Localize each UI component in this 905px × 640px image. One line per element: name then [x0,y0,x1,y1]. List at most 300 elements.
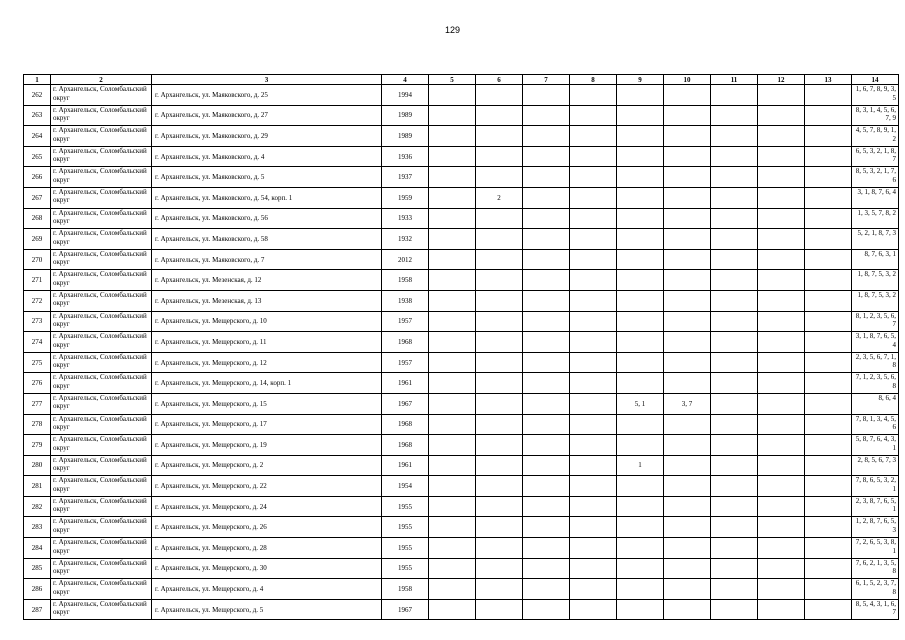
table-row [24,538,899,559]
year-cell: 1957 [382,311,429,332]
col5-cell [429,517,476,538]
codes-cell: 7, 8, 6, 5, 3, 2, 1 [852,476,899,497]
col6-cell [476,290,523,311]
col9-cell [617,476,664,497]
col13-cell [805,290,852,311]
col9-cell [617,352,664,373]
codes-cell: 6, 5, 3, 2, 1, 8, 7 [852,146,899,167]
address-cell: г. Архангельск, ул. Маяковского, д. 5 [152,167,382,188]
col13-cell [805,393,852,414]
col8-cell [570,579,617,600]
codes-cell: 7, 2, 6, 5, 3, 8, 1 [852,538,899,559]
row-number: 270 [24,249,51,270]
col11-cell [711,249,758,270]
header-row [24,75,899,85]
year-cell: 1961 [382,373,429,394]
district-cell: г. Архангельск, Соломбальский округ [51,435,152,456]
col10-cell [664,455,711,476]
district-cell: г. Архангельск, Соломбальский округ [51,332,152,353]
col10-cell [664,538,711,559]
column-header-5: 5 [429,75,476,85]
column-header-4: 4 [382,75,429,85]
codes-cell: 1, 8, 7, 5, 3, 2 [852,270,899,291]
district-cell: г. Архангельск, Соломбальский округ [51,85,152,106]
col6-cell [476,599,523,620]
col8-cell [570,146,617,167]
row-number: 287 [24,599,51,620]
col13-cell [805,414,852,435]
col9-cell [617,579,664,600]
column-header-13: 13 [805,75,852,85]
address-cell: г. Архангельск, ул. Маяковского, д. 56 [152,208,382,229]
col12-cell [758,538,805,559]
col7-cell [523,352,570,373]
address-cell: г. Архангельск, ул. Мещерского, д. 22 [152,476,382,497]
col6-cell [476,270,523,291]
table-row [24,393,899,414]
codes-cell: 2, 3, 5, 6, 7, 1, 8 [852,352,899,373]
col10-cell [664,146,711,167]
year-cell: 1989 [382,105,429,126]
col6-cell [476,414,523,435]
codes-cell: 5, 2, 1, 8, 7, 3 [852,229,899,250]
column-header-3: 3 [152,75,382,85]
col13-cell [805,373,852,394]
col11-cell [711,126,758,147]
year-cell: 1955 [382,538,429,559]
col5-cell [429,538,476,559]
col13-cell [805,270,852,291]
year-cell: 1961 [382,455,429,476]
col11-cell [711,105,758,126]
col9-cell [617,85,664,106]
address-cell: г. Архангельск, ул. Маяковского, д. 4 [152,146,382,167]
address-cell: г. Архангельск, ул. Мезенская, д. 13 [152,290,382,311]
col10-cell [664,126,711,147]
page-number: 129 [444,25,461,35]
col7-cell [523,85,570,106]
codes-cell: 2, 8, 5, 6, 7, 3 [852,455,899,476]
col11-cell [711,311,758,332]
col5-cell [429,352,476,373]
col12-cell [758,332,805,353]
col8-cell [570,373,617,394]
col11-cell [711,270,758,291]
col11-cell [711,496,758,517]
col12-cell [758,558,805,579]
table-row [24,599,899,620]
codes-cell: 1, 6, 7, 8, 9, 3, 5 [852,85,899,106]
col9-cell [617,517,664,538]
year-cell: 1955 [382,496,429,517]
col9-cell [617,105,664,126]
col12-cell [758,517,805,538]
table-row [24,85,899,106]
address-cell: г. Архангельск, ул. Мезенская, д. 12 [152,270,382,291]
year-cell: 1936 [382,146,429,167]
col11-cell [711,85,758,106]
col10-cell [664,414,711,435]
col12-cell [758,187,805,208]
col8-cell [570,290,617,311]
col7-cell [523,208,570,229]
row-number: 278 [24,414,51,435]
col6-cell [476,105,523,126]
codes-cell: 3, 1, 8, 7, 6, 4 [852,187,899,208]
col13-cell [805,229,852,250]
col10-cell [664,229,711,250]
address-cell: г. Архангельск, ул. Мещерского, д. 28 [152,538,382,559]
col5-cell [429,373,476,394]
col13-cell [805,187,852,208]
col8-cell [570,126,617,147]
table-body [24,85,899,620]
col8-cell [570,229,617,250]
table-row [24,558,899,579]
col11-cell [711,373,758,394]
col7-cell [523,538,570,559]
year-cell: 1967 [382,599,429,620]
year-cell: 1954 [382,476,429,497]
district-cell: г. Архангельск, Соломбальский округ [51,270,152,291]
district-cell: г. Архангельск, Соломбальский округ [51,538,152,559]
address-cell: г. Архангельск, ул. Мещерского, д. 30 [152,558,382,579]
col9-cell [617,290,664,311]
col13-cell [805,311,852,332]
row-number: 286 [24,579,51,600]
table-row [24,373,899,394]
col7-cell [523,393,570,414]
col5-cell [429,476,476,497]
col6-cell [476,85,523,106]
col8-cell [570,311,617,332]
row-number: 284 [24,538,51,559]
col8-cell [570,105,617,126]
district-cell: г. Архангельск, Соломбальский округ [51,517,152,538]
codes-cell: 8, 6, 4 [852,393,899,414]
district-cell: г. Архангельск, Соломбальский округ [51,476,152,497]
column-header-1: 1 [24,75,51,85]
col7-cell [523,558,570,579]
column-header-8: 8 [570,75,617,85]
column-header-9: 9 [617,75,664,85]
col6-cell [476,476,523,497]
col5-cell [429,105,476,126]
col13-cell [805,538,852,559]
codes-cell: 8, 5, 4, 3, 1, 6, 7 [852,599,899,620]
col12-cell [758,249,805,270]
column-header-2: 2 [51,75,152,85]
codes-cell: 2, 3, 8, 7, 6, 5, 1 [852,496,899,517]
col5-cell [429,167,476,188]
col6-cell [476,538,523,559]
codes-cell: 1, 2, 8, 7, 6, 5, 3 [852,517,899,538]
col9-cell [617,332,664,353]
address-cell: г. Архангельск, ул. Маяковского, д. 7 [152,249,382,270]
col13-cell [805,352,852,373]
col10-cell [664,105,711,126]
col8-cell [570,208,617,229]
col9-cell [617,270,664,291]
district-cell: г. Архангельск, Соломбальский округ [51,126,152,147]
row-number: 267 [24,187,51,208]
district-cell: г. Архангельск, Соломбальский округ [51,290,152,311]
col13-cell [805,208,852,229]
table-row [24,290,899,311]
codes-cell: 1, 3, 5, 7, 8, 2 [852,208,899,229]
table-row [24,167,899,188]
district-cell: г. Архангельск, Соломбальский округ [51,249,152,270]
col12-cell [758,126,805,147]
col6-cell [476,311,523,332]
col5-cell [429,290,476,311]
col12-cell [758,85,805,106]
col7-cell [523,167,570,188]
col6-cell [476,455,523,476]
row-number: 265 [24,146,51,167]
address-cell: г. Архангельск, ул. Маяковского, д. 27 [152,105,382,126]
col7-cell [523,105,570,126]
row-number: 269 [24,229,51,250]
col13-cell [805,496,852,517]
col8-cell [570,455,617,476]
col13-cell [805,435,852,456]
col10-cell [664,558,711,579]
col13-cell [805,167,852,188]
col13-cell [805,558,852,579]
col12-cell [758,579,805,600]
col7-cell [523,187,570,208]
column-header-6: 6 [476,75,523,85]
col12-cell [758,105,805,126]
col12-cell [758,455,805,476]
table-row [24,414,899,435]
col9-cell [617,599,664,620]
col10-cell [664,311,711,332]
table-row [24,249,899,270]
col10-cell: 3, 7 [664,393,711,414]
row-number: 271 [24,270,51,291]
table-row [24,579,899,600]
district-cell: г. Архангельск, Соломбальский округ [51,558,152,579]
col13-cell [805,517,852,538]
col8-cell [570,249,617,270]
col6-cell [476,352,523,373]
table-row [24,476,899,497]
col8-cell [570,270,617,291]
col5-cell [429,208,476,229]
table-row [24,126,899,147]
col5-cell [429,249,476,270]
col10-cell [664,435,711,456]
col9-cell [617,249,664,270]
col8-cell [570,352,617,373]
col6-cell [476,146,523,167]
year-cell: 1932 [382,229,429,250]
codes-cell: 1, 8, 7, 5, 3, 2 [852,290,899,311]
col9-cell [617,229,664,250]
col9-cell [617,311,664,332]
col13-cell [805,579,852,600]
col13-cell [805,146,852,167]
col8-cell [570,187,617,208]
column-header-12: 12 [758,75,805,85]
col8-cell [570,517,617,538]
year-cell: 1933 [382,208,429,229]
row-number: 276 [24,373,51,394]
col9-cell [617,558,664,579]
row-number: 280 [24,455,51,476]
col11-cell [711,538,758,559]
col10-cell [664,579,711,600]
col9-cell [617,373,664,394]
data-table [23,74,899,620]
row-number: 268 [24,208,51,229]
col7-cell [523,373,570,394]
address-cell: г. Архангельск, ул. Мещерского, д. 15 [152,393,382,414]
col11-cell [711,599,758,620]
codes-cell: 8, 1, 2, 3, 5, 6, 7 [852,311,899,332]
address-cell: г. Архангельск, ул. Мещерского, д. 2 [152,455,382,476]
col11-cell [711,187,758,208]
col10-cell [664,373,711,394]
column-header-14: 14 [852,75,899,85]
col8-cell [570,496,617,517]
district-cell: г. Архангельск, Соломбальский округ [51,373,152,394]
district-cell: г. Архангельск, Соломбальский округ [51,187,152,208]
year-cell: 1955 [382,558,429,579]
col8-cell [570,393,617,414]
col6-cell [476,249,523,270]
address-cell: г. Архангельск, ул. Мещерского, д. 26 [152,517,382,538]
col6-cell: 2 [476,187,523,208]
col12-cell [758,229,805,250]
col11-cell [711,476,758,497]
col8-cell [570,167,617,188]
col5-cell [429,332,476,353]
district-cell: г. Архангельск, Соломбальский округ [51,208,152,229]
col11-cell [711,435,758,456]
row-number: 263 [24,105,51,126]
col6-cell [476,496,523,517]
col12-cell [758,270,805,291]
year-cell: 1937 [382,167,429,188]
row-number: 275 [24,352,51,373]
col11-cell [711,558,758,579]
table-row [24,208,899,229]
year-cell: 1958 [382,270,429,291]
col10-cell [664,352,711,373]
row-number: 273 [24,311,51,332]
col13-cell [805,249,852,270]
year-cell: 1989 [382,126,429,147]
col7-cell [523,517,570,538]
col8-cell [570,435,617,456]
year-cell: 1968 [382,414,429,435]
col11-cell [711,332,758,353]
district-cell: г. Архангельск, Соломбальский округ [51,167,152,188]
col9-cell [617,414,664,435]
col9-cell [617,538,664,559]
table-row [24,496,899,517]
col5-cell [429,311,476,332]
col13-cell [805,85,852,106]
col11-cell [711,414,758,435]
col11-cell [711,208,758,229]
col12-cell [758,496,805,517]
address-cell: г. Архангельск, ул. Маяковского, д. 58 [152,229,382,250]
col10-cell [664,290,711,311]
row-number: 282 [24,496,51,517]
district-cell: г. Архангельск, Соломбальский округ [51,105,152,126]
district-cell: г. Архангельск, Соломбальский округ [51,599,152,620]
row-number: 262 [24,85,51,106]
col8-cell [570,414,617,435]
district-cell: г. Архангельск, Соломбальский округ [51,352,152,373]
codes-cell: 3, 1, 8, 7, 6, 5, 4 [852,332,899,353]
col12-cell [758,167,805,188]
col11-cell [711,352,758,373]
col7-cell [523,249,570,270]
address-cell: г. Архангельск, ул. Мещерского, д. 24 [152,496,382,517]
col6-cell [476,332,523,353]
col6-cell [476,558,523,579]
col6-cell [476,435,523,456]
col5-cell [429,126,476,147]
col12-cell [758,435,805,456]
col7-cell [523,455,570,476]
district-cell: г. Архангельск, Соломбальский округ [51,393,152,414]
district-cell: г. Архангельск, Соломбальский округ [51,414,152,435]
address-cell: г. Архангельск, ул. Маяковского, д. 29 [152,126,382,147]
address-cell: г. Архангельск, ул. Мещерского, д. 14, корп. 1 [152,373,382,394]
col7-cell [523,229,570,250]
row-number: 279 [24,435,51,456]
col10-cell [664,85,711,106]
row-number: 274 [24,332,51,353]
col12-cell [758,290,805,311]
codes-cell: 7, 8, 1, 3, 4, 5, 6 [852,414,899,435]
address-cell: г. Архангельск, ул. Мещерского, д. 4 [152,579,382,600]
address-cell: г. Архангельск, ул. Маяковского, д. 25 [152,85,382,106]
col12-cell [758,311,805,332]
col9-cell [617,126,664,147]
codes-cell: 7, 1, 2, 3, 5, 6, 8 [852,373,899,394]
table-row [24,270,899,291]
col7-cell [523,414,570,435]
row-number: 277 [24,393,51,414]
col7-cell [523,435,570,456]
col6-cell [476,167,523,188]
col13-cell [805,105,852,126]
address-cell: г. Архангельск, ул. Мещерского, д. 17 [152,414,382,435]
col12-cell [758,352,805,373]
row-number: 281 [24,476,51,497]
address-cell: г. Архангельск, ул. Мещерского, д. 10 [152,311,382,332]
col11-cell [711,229,758,250]
col9-cell [617,167,664,188]
col9-cell: 5, 1 [617,393,664,414]
address-cell: г. Архангельск, ул. Мещерского, д. 19 [152,435,382,456]
col10-cell [664,208,711,229]
col5-cell [429,229,476,250]
col9-cell: 1 [617,455,664,476]
col11-cell [711,579,758,600]
col11-cell [711,290,758,311]
col7-cell [523,599,570,620]
col5-cell [429,85,476,106]
col6-cell [476,373,523,394]
